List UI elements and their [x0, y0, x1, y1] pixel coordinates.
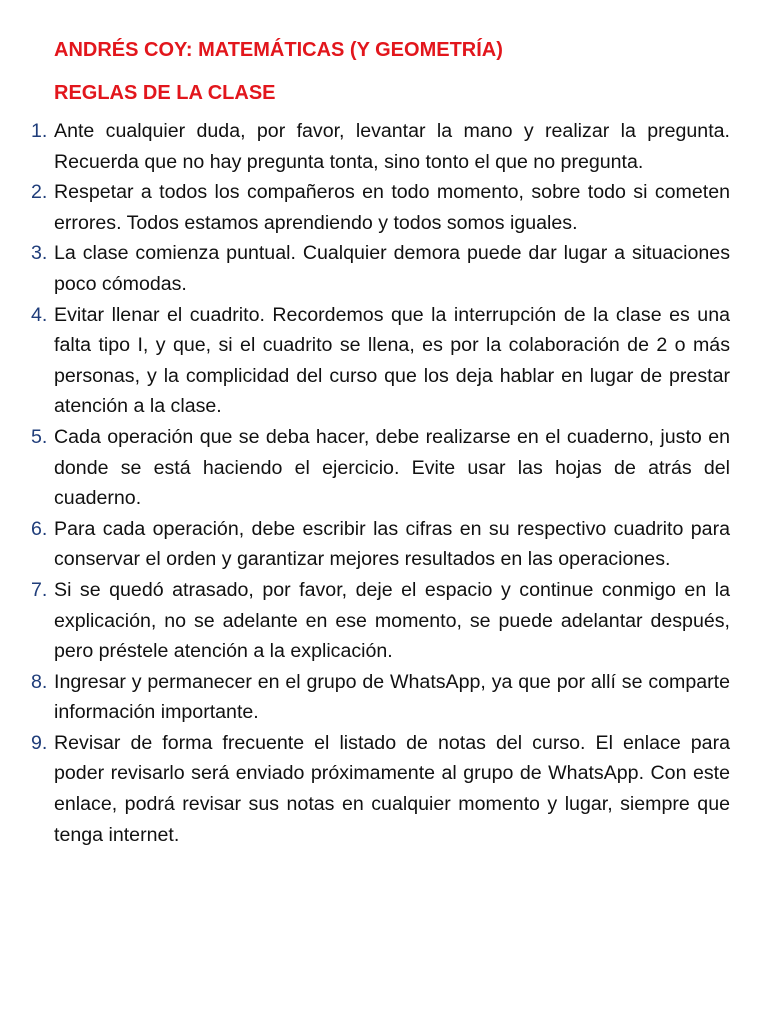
rule-item-4: [31, 300, 730, 422]
document-subtitle: REGLAS DE LA CLASE: [54, 82, 276, 104]
rule-number: 5.: [31, 425, 48, 448]
rule-text: Respetar a todos los compañeros en todo momento, sobre todo si cometen errores. Todos estamos aprendiendo y todos somos iguales.: [54, 181, 730, 234]
rule-item-3: [31, 238, 730, 299]
rule-text: La clase comienza puntual. Cualquier demora puede dar lugar a situaciones poco cómodas.: [54, 242, 730, 295]
rule-item-8: [31, 667, 730, 728]
rule-text: Revisar de forma frecuente el listado de notas del curso. El enlace para poder revisarlo será enviado próximamente al grupo de WhatsApp. Con este enlace, podrá revisar sus notas en cualquier momento y lugar, siempre que tenga internet.: [54, 731, 730, 846]
rule-number: 7.: [31, 578, 48, 601]
rule-number: 3.: [31, 242, 48, 265]
rule-number: 6.: [31, 517, 48, 540]
rule-text: Ingresar y permanecer en el grupo de WhatsApp, ya que por allí se comparte información importante.: [54, 670, 730, 724]
rule-number: 8.: [31, 670, 48, 693]
rules-list: [31, 116, 730, 850]
rule-item-9: [31, 728, 730, 850]
rule-text: Cada operación que se deba hacer, debe realizarse en el cuaderno, justo en donde se está haciendo el ejercicio. Evite usar las hojas de atrás del cuaderno.: [54, 425, 730, 510]
rule-number: 4.: [31, 303, 48, 326]
document-title: ANDRÉS COY: MATEMÁTICAS (Y GEOMETRÍA): [54, 39, 503, 61]
rule-number: 9.: [31, 731, 48, 754]
rule-number: 2.: [31, 181, 48, 204]
rule-item-7: [31, 575, 730, 667]
rule-item-2: [31, 177, 730, 238]
rule-item-5: [31, 422, 730, 514]
rule-text: Para cada operación, debe escribir las cifras en su respectivo cuadrito para conservar el orden y garantizar mejores resultados en las operaciones.: [54, 517, 730, 571]
rule-text: Ante cualquier duda, por favor, levantar la mano y realizar la pregunta. Recuerda que no hay pregunta tonta, sino tonto el que no pregunta.: [54, 120, 730, 173]
rule-text: Si se quedó atrasado, por favor, deje el espacio y continue conmigo en la explicación, no se adelante en ese momento, se puede adelantar después, pero préstele atención a la explicación.: [54, 578, 730, 663]
rule-item-1: [31, 116, 730, 177]
rule-number: 1.: [31, 120, 48, 142]
rule-text: Evitar llenar el cuadrito. Recordemos que la interrupción de la clase es una falta tipo I, y que, si el cuadrito se llena, es por la colaboración de 2 o más personas, y la complicidad del curso que los deja hablar en lugar de prestar atención a la clase.: [54, 303, 730, 418]
rule-item-6: [31, 514, 730, 575]
